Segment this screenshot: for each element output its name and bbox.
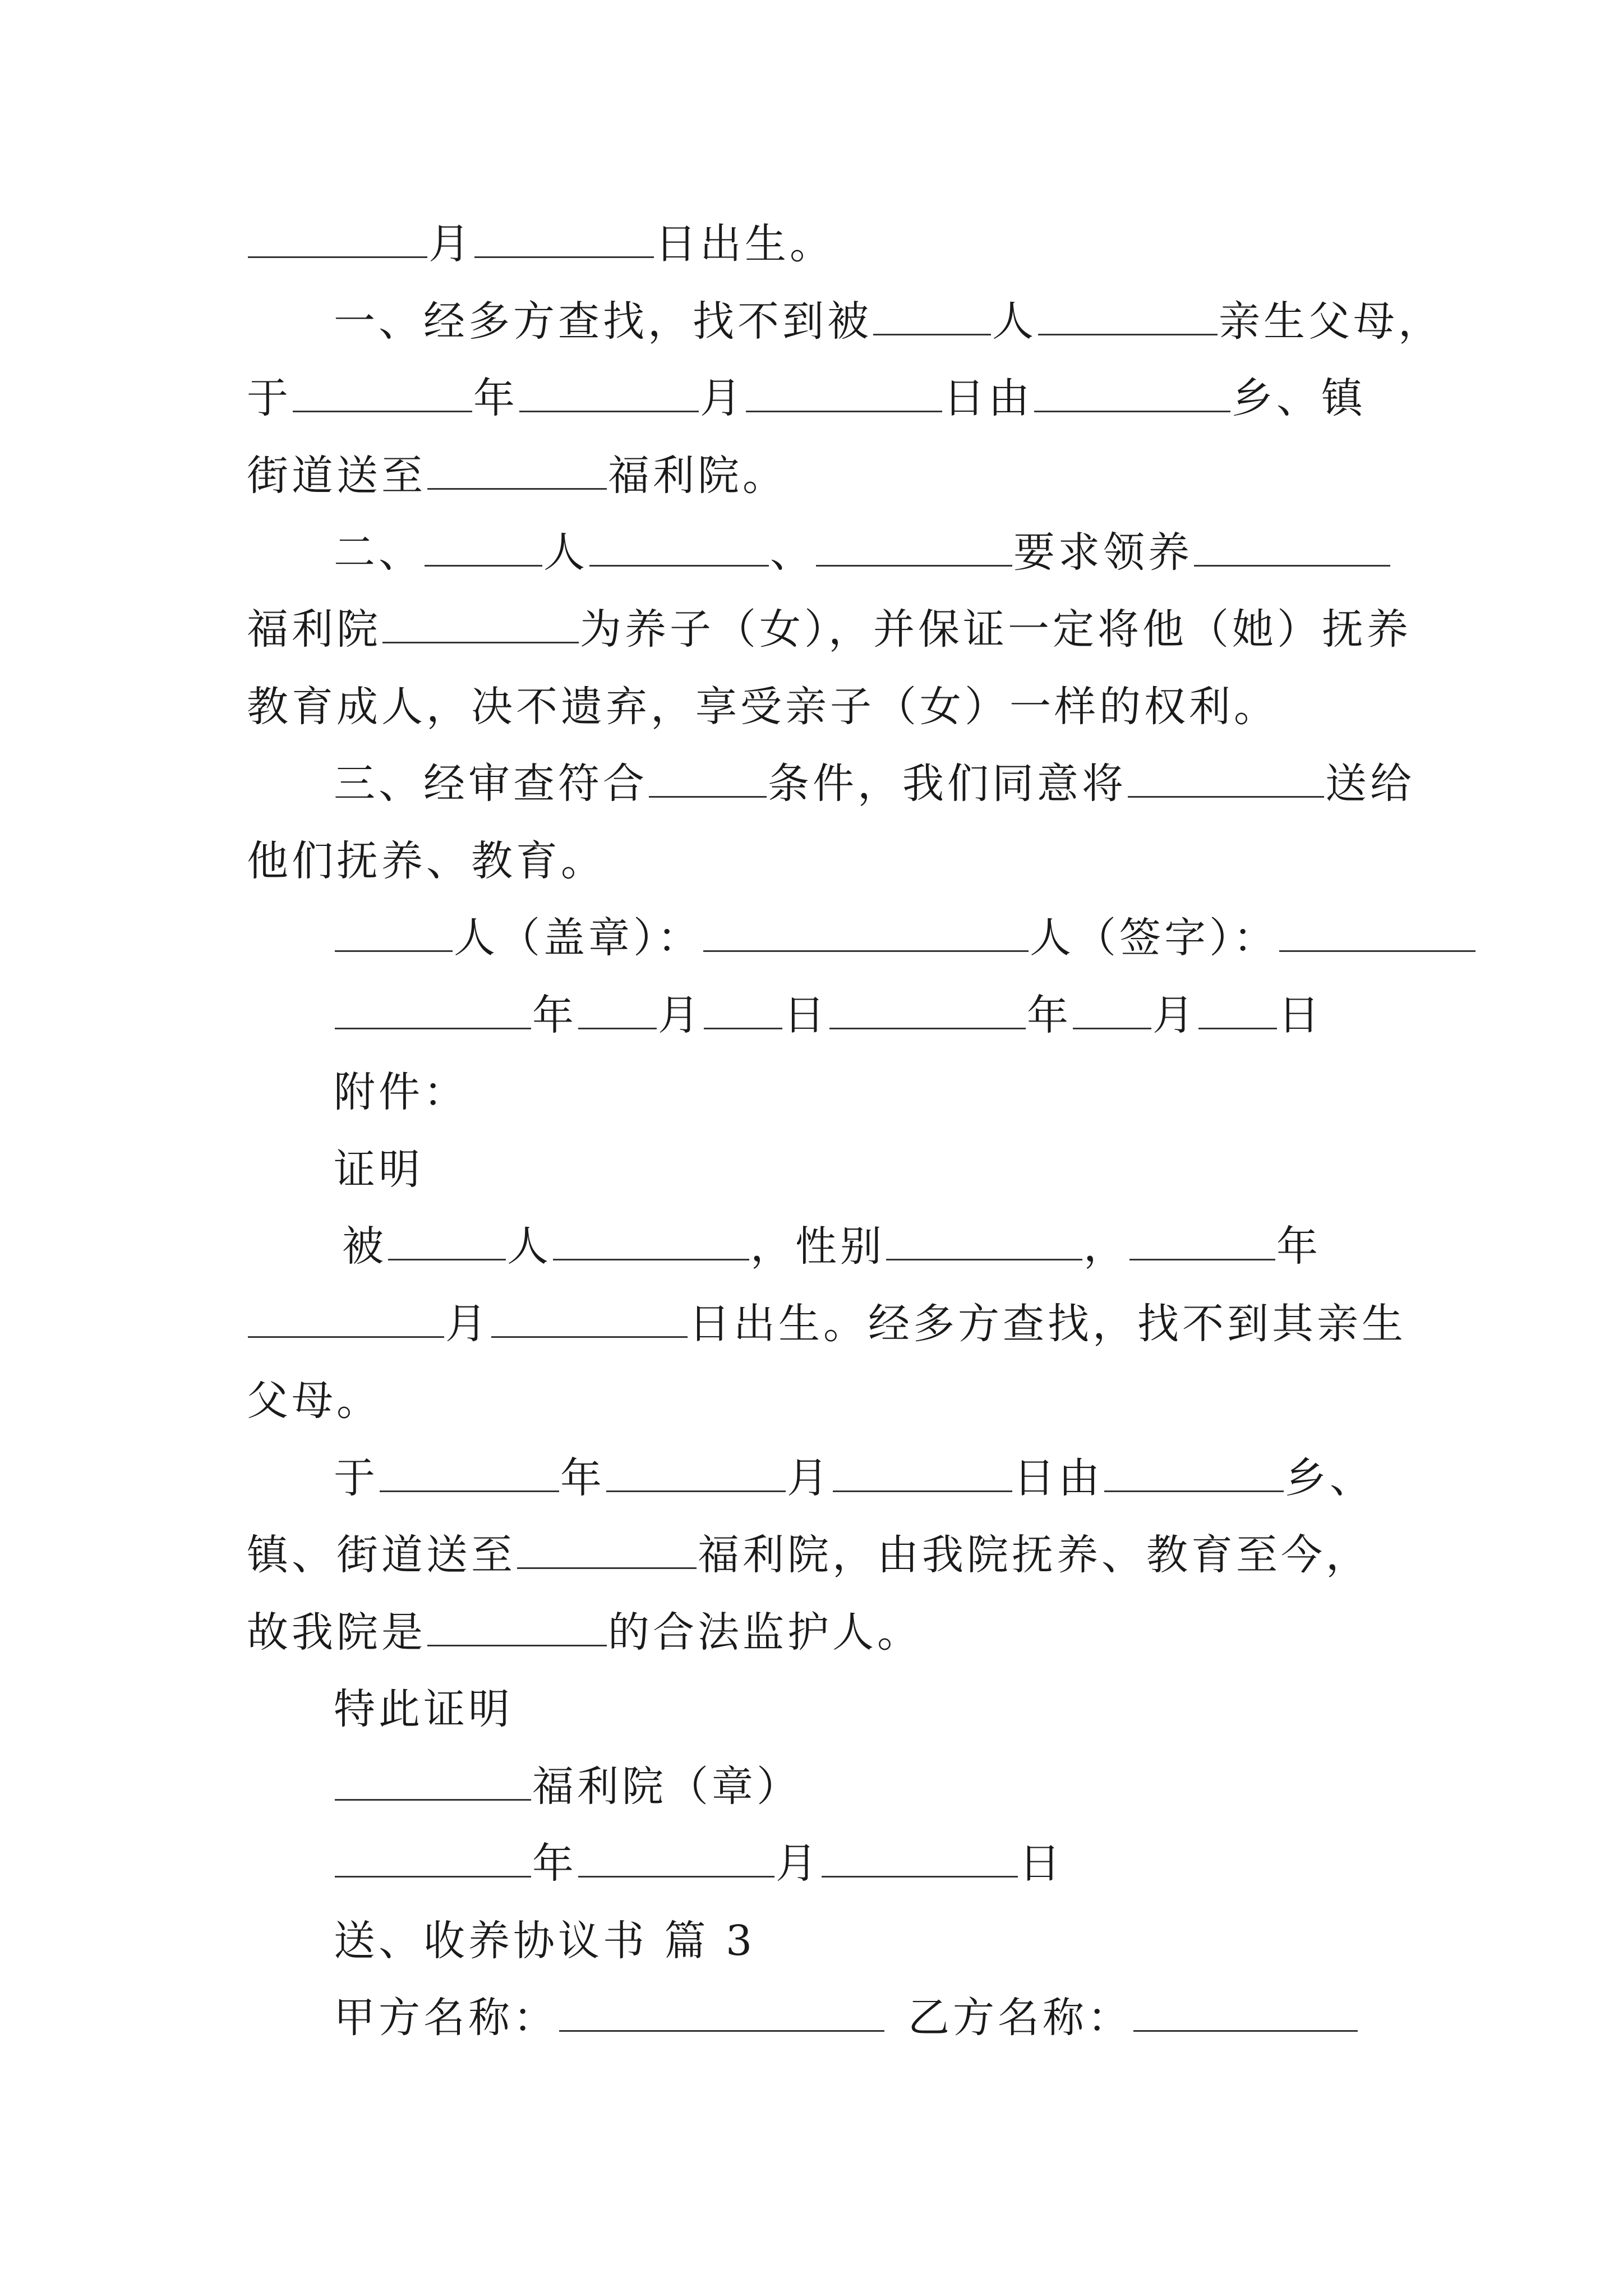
text-segment: 月 (658, 991, 703, 1039)
blank-field[interactable] (816, 530, 1012, 567)
text-segment: 人 (543, 528, 588, 577)
text-segment: 年 (532, 991, 577, 1039)
text-line (334, 1830, 1064, 1897)
text-segment: 福利院 (247, 605, 381, 654)
blank-field[interactable] (829, 993, 1026, 1029)
blank-field[interactable] (1128, 761, 1324, 798)
text-line (334, 1984, 1359, 2051)
blank-field[interactable] (1038, 299, 1218, 335)
blank-field[interactable] (335, 915, 453, 952)
blank-field[interactable] (746, 376, 942, 412)
text-segment: 福利院（章） (532, 1763, 801, 1811)
text-segment: 、 (770, 528, 815, 577)
text-segment: 的合法监护人。 (608, 1608, 922, 1657)
text-segment: 乡、 (1285, 1454, 1375, 1502)
text-segment: 三、经审查符合 (334, 760, 648, 808)
text-segment: 年 (473, 374, 518, 422)
text-segment: 要求领养 (1013, 528, 1193, 577)
text-segment: 日由 (943, 374, 1033, 422)
text-line (247, 1367, 381, 1434)
text-line (334, 519, 1391, 586)
text-line (334, 1676, 513, 1743)
text-line (334, 288, 1443, 355)
text-segment: ，性别 (750, 1222, 885, 1271)
text-segment: 人 (992, 297, 1037, 346)
text-segment: 镇、街道送至 (247, 1531, 516, 1579)
text-line (247, 210, 834, 278)
text-line (334, 982, 1323, 1049)
blank-field[interactable] (649, 761, 767, 798)
text-segment: 月 (776, 1839, 820, 1888)
text-segment: 街道送至 (247, 452, 426, 500)
blank-field[interactable] (335, 1764, 531, 1801)
text-segment: 二、 (334, 528, 423, 577)
text-segment: 日 (1278, 991, 1323, 1039)
blank-field[interactable] (833, 1456, 1012, 1492)
text-line (342, 1213, 1321, 1280)
text-line (247, 442, 787, 509)
text-segment: 特此证明 (334, 1685, 513, 1733)
text-segment: 条件，我们同意将 (768, 760, 1127, 808)
text-segment: 他们抚养、教育。 (247, 837, 606, 885)
blank-field[interactable] (703, 915, 1029, 952)
blank-field[interactable] (704, 993, 782, 1029)
text-segment: 月 (428, 220, 473, 268)
text-segment: 年 (1276, 1222, 1321, 1271)
text-segment: 亲生父母， (1219, 297, 1443, 346)
text-segment: 福利院。 (608, 452, 787, 500)
blank-field[interactable] (474, 222, 654, 258)
blank-field[interactable] (248, 222, 427, 258)
blank-field[interactable] (822, 1841, 1018, 1878)
text-segment: 被 (342, 1222, 387, 1271)
text-segment: 月 (1152, 991, 1197, 1039)
blank-field[interactable] (873, 299, 991, 335)
blank-field[interactable] (578, 993, 657, 1029)
text-segment: 送给 (1325, 760, 1415, 808)
text-segment: 证明 (334, 1145, 423, 1194)
text-segment: 为养子（女），并保证一定将他（她）抚养 (580, 605, 1412, 654)
text-line (334, 750, 1415, 817)
text-segment: 日 (783, 991, 828, 1039)
text-segment: 人（盖章）： (454, 914, 702, 962)
text-line (334, 904, 1477, 972)
blank-field[interactable] (578, 1841, 774, 1878)
blank-field[interactable] (1133, 1995, 1358, 2032)
text-segment: 日出生。 (655, 220, 834, 268)
text-segment: 日 (1019, 1839, 1064, 1888)
text-line (247, 1290, 1407, 1358)
text-line (247, 827, 606, 895)
text-segment: 于 (247, 374, 292, 422)
text-segment: 日由 (1013, 1454, 1103, 1502)
blank-field[interactable] (427, 453, 607, 490)
text-segment: 于 (334, 1454, 379, 1502)
text-segment: 一、经多方查找，找不到被 (334, 297, 872, 346)
blank-field[interactable] (519, 376, 699, 412)
text-segment: 乙方名称： (908, 1994, 1132, 2042)
text-line (334, 1753, 801, 1820)
text-segment: 父母。 (247, 1377, 381, 1425)
blank-field[interactable] (553, 1224, 749, 1260)
text-segment: 福利院，由我院抚养、教育至今， (698, 1531, 1371, 1579)
text-line (334, 1059, 468, 1126)
blank-field[interactable] (1073, 993, 1151, 1029)
blank-field[interactable] (1279, 915, 1476, 952)
blank-field[interactable] (517, 1533, 697, 1569)
blank-field[interactable] (1034, 376, 1230, 412)
text-segment: 教育成人，决不遗弃，享受亲子（女）一样的权利。 (247, 683, 1279, 731)
blank-field[interactable] (380, 1456, 559, 1492)
blank-field[interactable] (886, 1224, 1082, 1260)
section-heading (334, 1907, 755, 1975)
text-segment: 人（签字）： (1030, 914, 1278, 962)
text-segment: 月 (700, 374, 745, 422)
text-segment: 年 (560, 1454, 605, 1502)
text-line (334, 1444, 1375, 1512)
blank-field[interactable] (1194, 530, 1390, 567)
text-segment: 年 (532, 1839, 577, 1888)
text-line (334, 1136, 423, 1203)
blank-field[interactable] (425, 530, 542, 567)
blank-field[interactable] (388, 1224, 506, 1260)
text-line (247, 365, 1366, 432)
text-segment: 甲方名称： (334, 1994, 558, 2042)
text-line (247, 1599, 922, 1666)
text-segment: 送、收养协议书 篇 3 (334, 1917, 756, 1965)
blank-field[interactable] (427, 1610, 607, 1646)
blank-field[interactable] (589, 530, 769, 567)
text-segment: ， (1083, 1222, 1128, 1271)
blank-field[interactable] (559, 1995, 884, 2032)
blank-field[interactable] (335, 993, 531, 1029)
text-segment: 人 (507, 1222, 552, 1271)
blank-field[interactable] (382, 607, 579, 643)
blank-field[interactable] (293, 376, 472, 412)
blank-field[interactable] (1198, 993, 1277, 1029)
text-segment: 月 (445, 1300, 490, 1348)
blank-field[interactable] (248, 1301, 444, 1338)
text-segment: 附件： (334, 1068, 468, 1116)
blank-field[interactable] (491, 1301, 688, 1338)
text-line (247, 596, 1412, 663)
text-segment: 日出生。经多方查找，找不到其亲生 (689, 1300, 1407, 1348)
text-segment: 月 (787, 1454, 832, 1502)
blank-field[interactable] (1104, 1456, 1284, 1492)
text-line (247, 673, 1279, 740)
blank-field[interactable] (606, 1456, 786, 1492)
text-segment: 乡、镇 (1232, 374, 1366, 422)
text-segment: 年 (1027, 991, 1072, 1039)
text-line (247, 1521, 1371, 1589)
text-segment: 故我院是 (247, 1608, 426, 1657)
blank-field[interactable] (1129, 1224, 1275, 1260)
blank-field[interactable] (335, 1841, 531, 1878)
